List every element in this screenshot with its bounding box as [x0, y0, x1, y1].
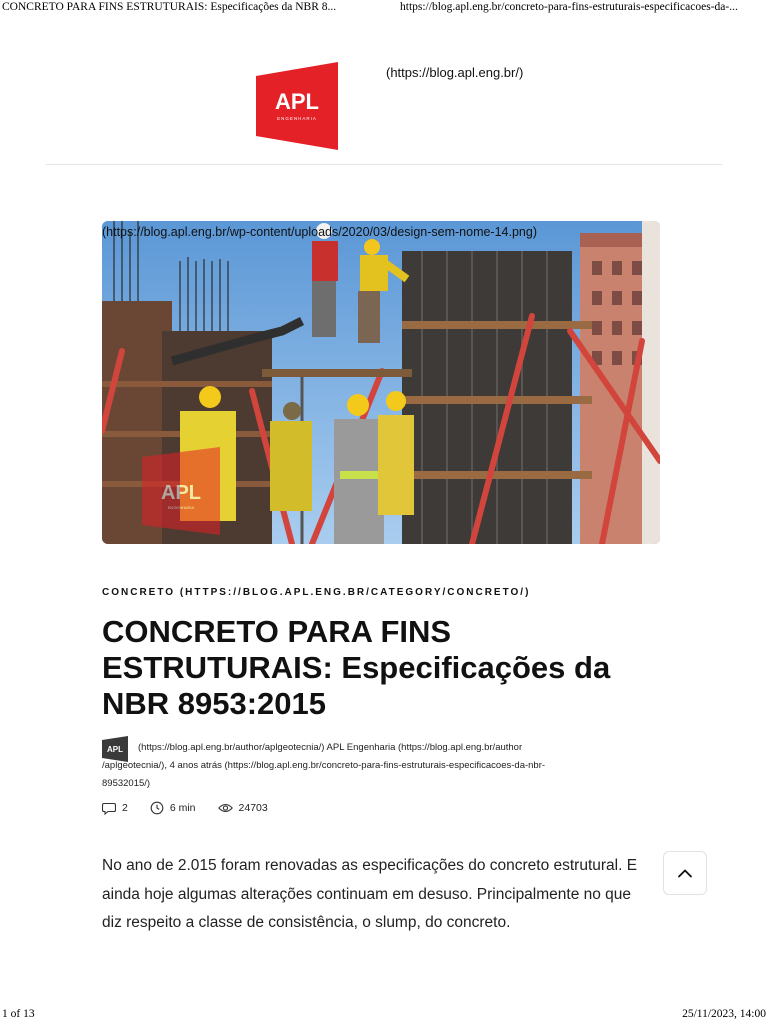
read-time-stat	[150, 801, 196, 815]
scroll-to-top-button[interactable]	[663, 851, 707, 895]
print-header	[0, 0, 768, 16]
views-count: 24703	[238, 802, 268, 814]
comment-icon	[102, 802, 116, 815]
article-intro: No ano de 2.015 foram renovadas as especificações do concreto estrutural. E ainda hoje algumas alterações continuam em desuso. Principalmente no que diz respeito a classe de consistência, o slump, do concreto.	[102, 857, 638, 931]
eye-icon	[218, 802, 233, 814]
page-counter: 1 of 13	[2, 1008, 35, 1020]
hero-image[interactable]	[102, 221, 660, 544]
home-link[interactable]: (https://blog.apl.eng.br/)	[386, 65, 524, 80]
read-time: 6 min	[169, 802, 196, 814]
hero-watermark-subtext: ENGENHARIA	[167, 505, 195, 510]
article-meta[interactable]: (https://blog.apl.eng.br/author/aplgeotecnia/) APL Engenharia (https://blog.apl.eng.br/author /aplgeotecnia/), 4 anos atrás (https://blog.apl.eng.br/concreto-para-fins-estruturais-especificacoes-da-nbr-89532015/)	[102, 742, 546, 789]
article-stats	[102, 800, 290, 816]
article-title: CONCRETO PARA FINS ESTRUTURAIS: Especificações da NBR 8953:2015	[102, 614, 611, 721]
logo-subtext: ENGENHARIA	[277, 116, 317, 121]
header-divider	[46, 164, 722, 165]
construction-photo	[102, 221, 660, 544]
print-page-url: https://blog.apl.eng.br/concreto-para-fins-estruturais-especificacoes-da-...	[400, 1, 738, 13]
views-stat	[218, 802, 268, 814]
print-page-title: CONCRETO PARA FINS ESTRUTURAIS: Especificações da NBR 8...	[2, 1, 337, 13]
category-label[interactable]: CONCRETO (HTTPS://BLOG.APL.ENG.BR/CATEGORY/CONCRETO/)	[102, 587, 531, 598]
hero-image-link[interactable]: (https://blog.apl.eng.br/wp-content/uploads/2020/03/design-sem-nome-14.png)	[102, 225, 537, 239]
print-datetime: 25/11/2023, 14:00	[682, 1008, 766, 1020]
clock-icon	[150, 801, 164, 815]
site-logo[interactable]	[256, 62, 338, 150]
logo-text: APL	[275, 89, 319, 114]
comments-count: 2	[122, 802, 128, 814]
hero-watermark-text: APL	[161, 482, 201, 504]
print-footer	[0, 1006, 768, 1024]
chevron-up-icon	[677, 868, 693, 878]
avatar-text: APL	[107, 745, 123, 754]
comments-stat[interactable]	[102, 802, 128, 815]
